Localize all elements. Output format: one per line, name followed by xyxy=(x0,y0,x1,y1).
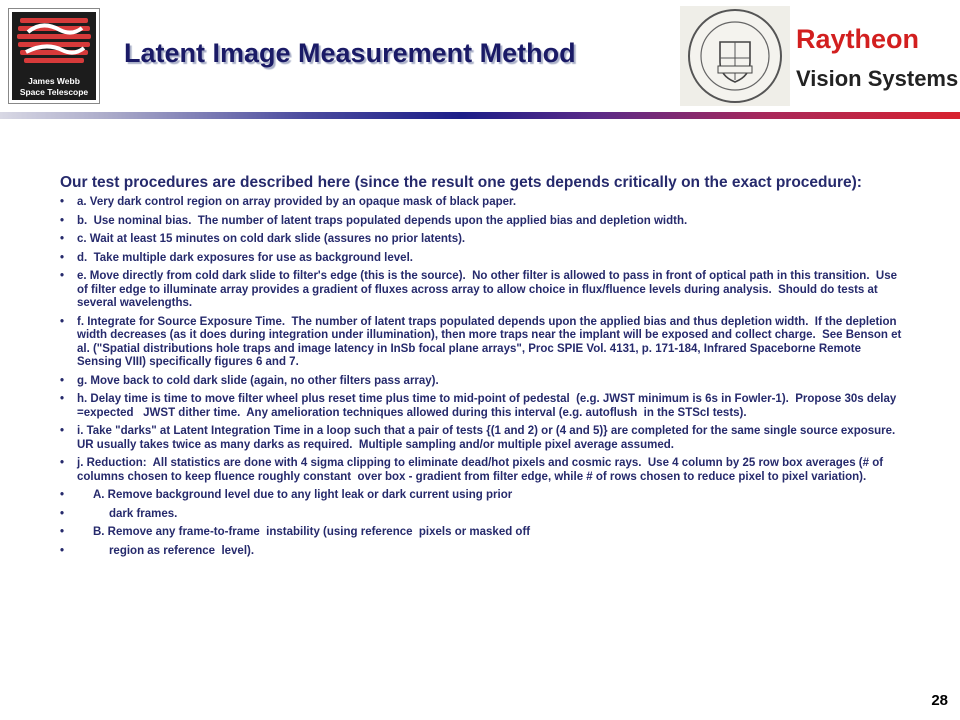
list-item xyxy=(60,215,905,229)
list-item-text: e. Move directly from cold dark slide to filter's edge (this is the source). No other filter is allowed to pass in front of optical path in this transition. Use of filter edge to illuminate array provides a gradient of fluxes across array to allow choice in flux/fluence levels during analysis. Should do tests at several wavelengths. xyxy=(77,270,901,309)
list-item xyxy=(60,425,905,452)
bullet-icon: • xyxy=(60,233,65,245)
list-item-text: c. Wait at least 15 minutes on cold dark slide (assures no prior latents). xyxy=(77,233,466,245)
list-item-text: j. Reduction: All statistics are done with 4 sigma clipping to eliminate dead/hot pixels and cosmic rays. Use 4 column by 25 row box averages (# of columns chosen to keep fluence roughly constant over box - gradient from filter edge, while # of rows chosen to reduce pixel to pixel variation). xyxy=(77,457,887,483)
list-item-text: i. Take "darks" at Latent Integration Time in a loop such that a pair of tests {(1 and 2) or (4 and 5)} are completed for the same single source exposure. UR usually takes twice as many darks as required. Multiple sampling and/or multiple pixel average assumed. xyxy=(77,425,902,451)
list-item-text: f. Integrate for Source Exposure Time. The number of latent traps populated depends upon the applied bias and thus depletion width. If the depletion width decreases (as it does during integration under illumination), then more traps near the implant will be exposed and collect charge. See Benson et al. ("Spatial distributions hole traps and image latency in InSb focal plane arrays", Proc SPIE Vol. 4131, p. 171-184, Infrared Spaceborne Remote Sensing VIII) specifically figures 6 and 7. xyxy=(77,315,905,368)
slide-body xyxy=(60,174,905,563)
procedure-list xyxy=(60,196,905,558)
list-item-text: region as reference level). xyxy=(77,544,255,557)
list-item-text: g. Move back to cold dark slide (again, no other filters pass array). xyxy=(77,374,439,387)
bullet-icon: • xyxy=(60,457,65,469)
page-number: 28 xyxy=(931,692,948,709)
intro-paragraph: Our test procedures are described here (since the result one gets depends critically on the exact procedure): xyxy=(60,174,862,191)
bullet-icon: • xyxy=(60,214,65,227)
brand-name: Raytheon xyxy=(796,24,920,54)
bullet-icon: • xyxy=(60,196,65,208)
bullet-icon: • xyxy=(60,270,65,282)
list-item xyxy=(60,393,905,420)
list-item xyxy=(60,252,905,266)
list-item-text: A. Remove background level due to any light leak or dark current using prior xyxy=(77,489,513,501)
university-seal xyxy=(680,6,790,106)
list-item xyxy=(60,375,905,389)
bullet-icon: • xyxy=(60,544,65,557)
list-item xyxy=(60,489,905,503)
jwst-logo-line1: James Webb xyxy=(28,76,80,86)
list-item-text: d. Take multiple dark exposures for use as background level. xyxy=(77,251,413,264)
list-item xyxy=(60,270,905,311)
rochester-seal-icon xyxy=(680,6,790,106)
list-item-text: a. Very dark control region on array provided by an opaque mask of black paper. xyxy=(77,196,517,208)
bullet-icon: • xyxy=(60,374,65,387)
bullet-icon: • xyxy=(60,489,65,501)
list-item xyxy=(60,508,905,522)
bullet-icon: • xyxy=(60,393,65,405)
list-item xyxy=(60,233,905,247)
jwst-logo-line2: Space Telescope xyxy=(19,87,89,97)
jwst-logo xyxy=(8,8,100,104)
list-item xyxy=(60,457,905,484)
bullet-icon: • xyxy=(60,526,65,538)
list-item-text: dark frames. xyxy=(77,507,178,520)
list-item-text: h. Delay time is time to move filter wheel plus reset time plus time to mid-point of pedestal (e.g. JWST minimum is 6s in Fowler-1). Propose 30s delay =expected JWST dither time. Any amelioration techniques allowed during this interval (e.g. autoflush in the STScI tests). xyxy=(77,393,900,419)
bullet-icon: • xyxy=(60,507,65,520)
list-item xyxy=(60,316,905,370)
jwst-emblem-icon xyxy=(12,12,96,74)
brand-subtitle: Vision Systems xyxy=(796,66,959,91)
list-item xyxy=(60,526,905,540)
list-item-text: B. Remove any frame-to-frame instability (using reference pixels or masked off xyxy=(77,526,531,538)
bullet-icon: • xyxy=(60,251,65,264)
header-divider xyxy=(0,112,960,119)
bullet-icon: • xyxy=(60,425,65,437)
bullet-icon: • xyxy=(60,315,65,328)
list-item xyxy=(60,196,905,210)
slide-title: Latent Image Measurement Method xyxy=(124,38,576,68)
list-item xyxy=(60,545,905,559)
list-item-text: b. Use nominal bias. The number of latent traps populated depends upon the applied bias and depletion width. xyxy=(77,214,688,227)
